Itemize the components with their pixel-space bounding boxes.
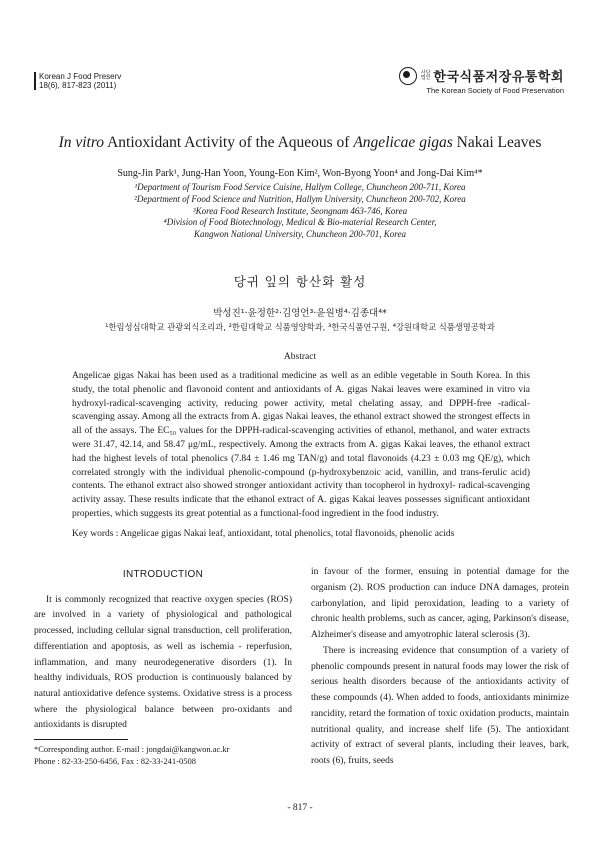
- society-tag: 사단법인: [420, 69, 431, 81]
- section-heading-introduction: INTRODUCTION: [122, 569, 204, 580]
- intro-paragraph-2: There is increasing evidence that consumption of a variety of phenolic compounds present in natural foods may lower the risk of serious health disorders because of the antioxidants activity of these compounds (4). When added to foods, antioxidants minimize rancidity, retard the formation of toxic oxidation products, maintain nutritional quality, and increase shelf life (5). The antioxidant activity of extract of several plants, including their leaves, bark, roots (6), fruits, seeds: [311, 645, 569, 766]
- author-list: Sung-Jin Park¹, Jung-Han Yoon, Young-Eon Kim², Won-Byong Yoon⁴ and Jong-Dai Kim⁴*: [117, 168, 483, 179]
- intro-paragraph-1-cont: in favour of the former, ensuing in potential damage for the organism (2). ROS production can induce DNA damages, protein carbonylation, and lipid peroxidation, leading to a variety of chronic health problems, such as cancer, aging, Parkinson's disease, Alzheimer's disease and amyotrophic lateral sclerosis (3).: [311, 567, 569, 640]
- page-number: - 817 -: [287, 803, 313, 813]
- title-text-2: Nakai Leaves: [452, 134, 542, 151]
- intro-paragraph-1: It is commonly recognized that reactive oxygen species (ROS) are involved in a variety of physiological and pathological processed, including cellular signal transduction, cell proliferation, differentiation and apoptosis, as well as ischemia - reperfusion, inflammation, and many neurodegenerative disorders (1). In healthy individuals, ROS production is continuously balanced by natural antioxidative defence systems. Oxidative stress is a process where the physiological balance between pro-oxidants and antioxidants is disrupted: [34, 594, 292, 731]
- affiliation-3: ³Korea Food Research Institute, Seongnam 463-746, Korea: [192, 205, 408, 216]
- society-korean-name: 한국식품저장유통학회: [433, 70, 564, 85]
- title-italic-1: In vitro: [58, 134, 105, 151]
- society-logo: [399, 66, 564, 95]
- society-english-name: The Korean Society of Food Preservation: [426, 86, 564, 95]
- affiliation-4-cont: Kangwon National University, Chuncheon 200-701, Korea: [194, 229, 406, 240]
- society-emblem-icon: [399, 67, 417, 85]
- abstract-body: Angelicae gigas Nakai has been used as a traditional medicine as well as an edible vegetable in South Korea. In this study, the total phenolic and flavonoid content and antioxidants of A. gigas Nakai leaves were examined in vitro via hydroxyl-radical-scavenging activity, reducing power activity, metal chelating assay, and DPPH-free -radical-scavenging assay. Among all the extracts from A. gigas Nakai leaves, the ethanol extract showed the strongest effects in all of the assays. The EC₅₀ values for the DPPH-radical-scavenging activities of ethanol, methanol, and water extracts were 31.47, 42.14, and 58.47 μg/mL, respectively. Among the extracts from A. gigas Kakai leaves, the ethanol extract had the highest levels of total phenolics (7.84 ± 1.46 mg TAN/g) and total flavonoids (4.23 ± 0.03 mg QE/g), which correlated strongly with the individual phenolic-compound (p-hydroxybenzoic acid, vanillin, and trans-ferulic acid) contents. The ethanol extract also showed stronger antioxidant activity than tocopherol in hydroxyl- radical-scavenging activity assay. These results indicate that the ethanol extract of A. gigas Kakai leaves possesses significant antioxidant properties, which suggests its great potential as a functional-food ingredient in the food industry.: [72, 371, 530, 519]
- abstract-heading: Abstract: [283, 352, 317, 362]
- keywords: [72, 529, 552, 539]
- paper-title: [0, 134, 600, 152]
- affiliation-4: ⁴Division of Food Biotechnology, Medical & Bio-material Research Center,: [163, 217, 437, 228]
- title-italic-2: Angelicae gigas: [353, 134, 453, 151]
- korean-authors: 박성진¹·윤정한²·김영언³·윤원병⁴·김종대⁴*: [213, 308, 387, 319]
- affiliation-1: ¹Department of Tourism Food Service Cuisine, Hallym College, Chuncheon 200-711, Korea: [134, 182, 466, 192]
- footnote-contact: Phone : 82-33-250-6456, Fax : 82-33-241-0508: [34, 756, 196, 766]
- korean-affiliations: ¹한림성심대학교 관광외식조리과, ²한림대학교 식품영양학과, ³한국식품연구원, ⁴강원대학교 식품생명공학과: [105, 322, 495, 332]
- journal-name: Korean J Food Preserv: [39, 72, 122, 81]
- journal-citation: [34, 72, 121, 90]
- keywords-text: Angelicae gigas Nakai leaf, antioxidant, total phenolics, total flavonoids, phenolic acids: [120, 529, 455, 539]
- keywords-label: Key words :: [72, 529, 121, 539]
- footnote-divider: [34, 739, 128, 740]
- title-text-1: Antioxidant Activity of the Aqueous of: [104, 134, 354, 151]
- journal-volume: 18(6), 817-823 (2011): [39, 81, 117, 90]
- affiliation-2: ²Department of Food Science and Nutrition, Hallym University, Chuncheon 200-702, Korea: [134, 193, 466, 204]
- affiliations: [0, 182, 600, 241]
- footnote-corresponding: *Corresponding author. E-mail : jongdai@kangwon.ac.kr: [34, 744, 230, 754]
- footnote: [34, 743, 230, 767]
- left-column: [34, 567, 292, 734]
- korean-title: 당귀 잎의 항산화 활성: [233, 274, 367, 289]
- right-column: [311, 565, 569, 770]
